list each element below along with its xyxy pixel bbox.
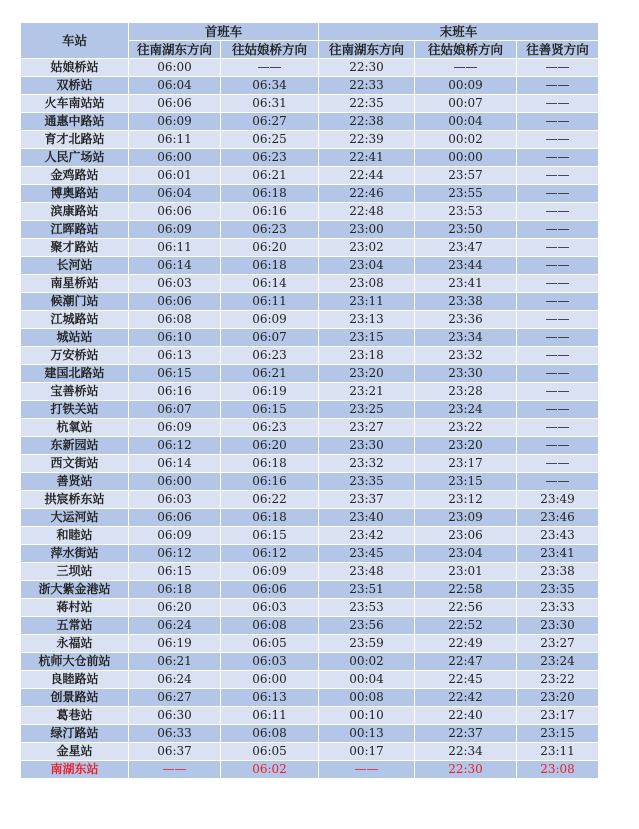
last-train-shanxian-time: —— <box>517 113 599 131</box>
first-train-nanhu-time: 06:10 <box>129 329 221 347</box>
table-row <box>21 455 599 473</box>
last-train-shanxian-time: —— <box>517 419 599 437</box>
first-train-nanhu-time: 06:00 <box>129 473 221 491</box>
last-train-shanxian-time: —— <box>517 329 599 347</box>
last-train-nanhu-time: 23:48 <box>319 563 415 581</box>
last-train-guniang-time: 23:12 <box>415 491 517 509</box>
last-train-nanhu-time: 23:32 <box>319 455 415 473</box>
first-train-nanhu-time: 06:30 <box>129 707 221 725</box>
last-train-shanxian-time: —— <box>517 347 599 365</box>
first-train-nanhu-time: 06:06 <box>129 293 221 311</box>
last-train-shanxian-time: 23:08 <box>517 761 599 779</box>
timetable <box>20 22 599 779</box>
first-train-guniang-time: 06:23 <box>221 149 319 167</box>
first-train-guniang-time: 06:15 <box>221 527 319 545</box>
first-train-guniang-time: 06:13 <box>221 689 319 707</box>
last-train-guniang-time: 22:37 <box>415 725 517 743</box>
last-train-nanhu-time: 23:53 <box>319 599 415 617</box>
last-train-nanhu-time: 23:42 <box>319 527 415 545</box>
first-train-nanhu-time: 06:21 <box>129 653 221 671</box>
last-train-nanhu-time: 00:17 <box>319 743 415 761</box>
last-train-shanxian-time: 23:24 <box>517 653 599 671</box>
first-train-nanhu-time: 06:15 <box>129 563 221 581</box>
last-train-guniang-time: 23:01 <box>415 563 517 581</box>
station-name: 南星桥站 <box>21 275 129 293</box>
first-train-guniang-time: 06:12 <box>221 545 319 563</box>
first-train-guniang-time: 06:25 <box>221 131 319 149</box>
table-row <box>21 671 599 689</box>
station-name: 姑娘桥站 <box>21 59 129 77</box>
first-train-nanhu-time: 06:00 <box>129 149 221 167</box>
station-name: 绿汀路站 <box>21 725 129 743</box>
last-train-header: 末班车 <box>319 23 599 41</box>
last-train-guniang-time: 22:58 <box>415 581 517 599</box>
last-train-nanhu-time: 22:33 <box>319 77 415 95</box>
last-train-guniang-time: 23:30 <box>415 365 517 383</box>
last-dir-guniang-header: 往姑娘桥方向 <box>415 41 517 59</box>
last-train-nanhu-time: 23:37 <box>319 491 415 509</box>
table-row <box>21 509 599 527</box>
last-train-shanxian-time: —— <box>517 95 599 113</box>
first-train-nanhu-time: 06:08 <box>129 311 221 329</box>
last-train-nanhu-time: 00:10 <box>319 707 415 725</box>
last-train-guniang-time: 00:09 <box>415 77 517 95</box>
first-train-nanhu-time: 06:03 <box>129 491 221 509</box>
last-train-nanhu-time: 22:30 <box>319 59 415 77</box>
last-train-nanhu-time: 22:44 <box>319 167 415 185</box>
first-train-nanhu-time: 06:11 <box>129 131 221 149</box>
first-train-nanhu-time: 06:37 <box>129 743 221 761</box>
station-name: 大运河站 <box>21 509 129 527</box>
first-train-guniang-time: 06:21 <box>221 365 319 383</box>
station-column-header: 车站 <box>21 23 129 59</box>
station-name: 长河站 <box>21 257 129 275</box>
first-train-nanhu-time: 06:33 <box>129 725 221 743</box>
last-train-nanhu-time: 23:56 <box>319 617 415 635</box>
last-train-guniang-time: 23:28 <box>415 383 517 401</box>
station-name: 江晖路站 <box>21 221 129 239</box>
last-train-guniang-time: 23:22 <box>415 419 517 437</box>
last-dir-nanhu-header: 往南湖东方向 <box>319 41 415 59</box>
last-train-guniang-time: 23:41 <box>415 275 517 293</box>
timetable-container <box>20 22 599 779</box>
last-train-nanhu-time: 00:13 <box>319 725 415 743</box>
table-row <box>21 617 599 635</box>
station-name: 永福站 <box>21 635 129 653</box>
last-train-guniang-time: 23:53 <box>415 203 517 221</box>
table-row <box>21 365 599 383</box>
station-name: 宝善桥站 <box>21 383 129 401</box>
station-name: 聚才路站 <box>21 239 129 257</box>
last-train-shanxian-time: —— <box>517 401 599 419</box>
table-row <box>21 203 599 221</box>
first-train-guniang-time: 06:15 <box>221 401 319 419</box>
last-train-guniang-time: 22:42 <box>415 689 517 707</box>
table-row <box>21 437 599 455</box>
first-train-guniang-time: 06:02 <box>221 761 319 779</box>
first-train-nanhu-time: 06:01 <box>129 167 221 185</box>
first-train-guniang-time: 06:09 <box>221 311 319 329</box>
station-name: 打铁关站 <box>21 401 129 419</box>
last-train-shanxian-time: —— <box>517 239 599 257</box>
first-train-guniang-time: 06:18 <box>221 185 319 203</box>
first-train-guniang-time: 06:03 <box>221 599 319 617</box>
last-train-guniang-time: 23:04 <box>415 545 517 563</box>
last-train-guniang-time: 00:04 <box>415 113 517 131</box>
last-train-nanhu-time: 22:39 <box>319 131 415 149</box>
last-dir-shanxian-header: 往善贤方向 <box>517 41 599 59</box>
timetable-body <box>21 59 599 779</box>
first-train-nanhu-time: 06:12 <box>129 437 221 455</box>
first-train-guniang-time: 06:11 <box>221 707 319 725</box>
first-train-nanhu-time: 06:19 <box>129 635 221 653</box>
first-train-guniang-time: 06:19 <box>221 383 319 401</box>
last-train-shanxian-time: 23:27 <box>517 635 599 653</box>
first-train-nanhu-time: 06:04 <box>129 185 221 203</box>
first-dir-guniang-header: 往姑娘桥方向 <box>221 41 319 59</box>
first-train-guniang-time: 06:16 <box>221 203 319 221</box>
table-row <box>21 167 599 185</box>
first-train-nanhu-time: 06:14 <box>129 257 221 275</box>
first-train-nanhu-time: 06:09 <box>129 113 221 131</box>
station-name: 金鸡路站 <box>21 167 129 185</box>
last-train-shanxian-time: 23:38 <box>517 563 599 581</box>
first-train-guniang-time: 06:08 <box>221 617 319 635</box>
station-name: 和睦站 <box>21 527 129 545</box>
last-train-guniang-time: 22:45 <box>415 671 517 689</box>
first-train-guniang-time: 06:09 <box>221 563 319 581</box>
table-row <box>21 689 599 707</box>
last-train-nanhu-time: 23:27 <box>319 419 415 437</box>
station-name: 蒋村站 <box>21 599 129 617</box>
table-row <box>21 401 599 419</box>
last-train-guniang-time: 23:44 <box>415 257 517 275</box>
last-train-guniang-time: 23:47 <box>415 239 517 257</box>
last-train-nanhu-time: 23:18 <box>319 347 415 365</box>
table-row <box>21 221 599 239</box>
station-name: 葛巷站 <box>21 707 129 725</box>
last-train-shanxian-time: 23:15 <box>517 725 599 743</box>
table-row <box>21 347 599 365</box>
table-row <box>21 563 599 581</box>
last-train-shanxian-time: 23:11 <box>517 743 599 761</box>
last-train-nanhu-time: 22:38 <box>319 113 415 131</box>
station-name: 金星站 <box>21 743 129 761</box>
first-train-nanhu-time: 06:00 <box>129 59 221 77</box>
first-train-guniang-time: 06:16 <box>221 473 319 491</box>
last-train-nanhu-time: 23:51 <box>319 581 415 599</box>
first-train-guniang-time: 06:22 <box>221 491 319 509</box>
last-train-nanhu-time: 23:02 <box>319 239 415 257</box>
table-row <box>21 761 599 779</box>
table-row <box>21 311 599 329</box>
table-row <box>21 257 599 275</box>
last-train-guniang-time: 23:57 <box>415 167 517 185</box>
first-train-nanhu-time: 06:24 <box>129 671 221 689</box>
last-train-guniang-time: 23:15 <box>415 473 517 491</box>
station-name: 拱宸桥东站 <box>21 491 129 509</box>
last-train-shanxian-time: —— <box>517 257 599 275</box>
table-row <box>21 77 599 95</box>
last-train-guniang-time: —— <box>415 59 517 77</box>
last-train-shanxian-time: —— <box>517 311 599 329</box>
last-train-guniang-time: 22:30 <box>415 761 517 779</box>
last-train-nanhu-time: 23:11 <box>319 293 415 311</box>
last-train-nanhu-time: 23:15 <box>319 329 415 347</box>
first-train-guniang-time: 06:23 <box>221 419 319 437</box>
first-train-nanhu-time: 06:09 <box>129 527 221 545</box>
table-row <box>21 185 599 203</box>
station-name: 良睦路站 <box>21 671 129 689</box>
station-name: 杭师大仓前站 <box>21 653 129 671</box>
first-train-nanhu-time: —— <box>129 761 221 779</box>
station-name: 杭氧站 <box>21 419 129 437</box>
last-train-guniang-time: 22:40 <box>415 707 517 725</box>
last-train-nanhu-time: 23:30 <box>319 437 415 455</box>
last-train-shanxian-time: —— <box>517 203 599 221</box>
last-train-shanxian-time: 23:43 <box>517 527 599 545</box>
first-dir-nanhu-header: 往南湖东方向 <box>129 41 221 59</box>
station-name: 万安桥站 <box>21 347 129 365</box>
last-train-guniang-time: 23:32 <box>415 347 517 365</box>
last-train-shanxian-time: —— <box>517 77 599 95</box>
table-row <box>21 653 599 671</box>
last-train-guniang-time: 23:36 <box>415 311 517 329</box>
last-train-nanhu-time: 23:13 <box>319 311 415 329</box>
last-train-guniang-time: 23:20 <box>415 437 517 455</box>
last-train-shanxian-time: —— <box>517 275 599 293</box>
first-train-nanhu-time: 06:24 <box>129 617 221 635</box>
first-train-nanhu-time: 06:06 <box>129 509 221 527</box>
table-row <box>21 131 599 149</box>
first-train-guniang-time: 06:34 <box>221 77 319 95</box>
last-train-guniang-time: 23:06 <box>415 527 517 545</box>
first-train-nanhu-time: 06:18 <box>129 581 221 599</box>
last-train-guniang-time: 23:09 <box>415 509 517 527</box>
station-name: 东新园站 <box>21 437 129 455</box>
first-train-guniang-time: 06:20 <box>221 437 319 455</box>
station-name: 西文街站 <box>21 455 129 473</box>
first-train-guniang-time: 06:20 <box>221 239 319 257</box>
first-train-guniang-time: 06:06 <box>221 581 319 599</box>
last-train-shanxian-time: —— <box>517 185 599 203</box>
last-train-nanhu-time: 23:59 <box>319 635 415 653</box>
last-train-nanhu-time: 22:41 <box>319 149 415 167</box>
last-train-shanxian-time: —— <box>517 131 599 149</box>
table-row <box>21 491 599 509</box>
last-train-nanhu-time: 23:20 <box>319 365 415 383</box>
first-train-nanhu-time: 06:14 <box>129 455 221 473</box>
last-train-guniang-time: 00:02 <box>415 131 517 149</box>
station-name: 育才北路站 <box>21 131 129 149</box>
first-train-nanhu-time: 06:27 <box>129 689 221 707</box>
station-name: 浙大紫金港站 <box>21 581 129 599</box>
last-train-shanxian-time: 23:46 <box>517 509 599 527</box>
last-train-shanxian-time: —— <box>517 221 599 239</box>
first-train-guniang-time: 06:07 <box>221 329 319 347</box>
last-train-nanhu-time: 23:08 <box>319 275 415 293</box>
table-row <box>21 545 599 563</box>
first-train-guniang-time: 06:18 <box>221 257 319 275</box>
last-train-shanxian-time: —— <box>517 149 599 167</box>
first-train-nanhu-time: 06:20 <box>129 599 221 617</box>
last-train-nanhu-time: 22:46 <box>319 185 415 203</box>
table-row <box>21 743 599 761</box>
last-train-shanxian-time: —— <box>517 293 599 311</box>
first-train-guniang-time: —— <box>221 59 319 77</box>
station-name: 博奥路站 <box>21 185 129 203</box>
station-name: 城站站 <box>21 329 129 347</box>
table-row <box>21 275 599 293</box>
first-train-nanhu-time: 06:06 <box>129 203 221 221</box>
last-train-guniang-time: 00:00 <box>415 149 517 167</box>
first-train-nanhu-time: 06:07 <box>129 401 221 419</box>
last-train-shanxian-time: 23:30 <box>517 617 599 635</box>
last-train-nanhu-time: 00:02 <box>319 653 415 671</box>
station-name: 江城路站 <box>21 311 129 329</box>
table-row <box>21 419 599 437</box>
last-train-nanhu-time: —— <box>319 761 415 779</box>
station-name: 通惠中路站 <box>21 113 129 131</box>
table-row <box>21 527 599 545</box>
last-train-shanxian-time: —— <box>517 437 599 455</box>
station-name: 南湖东站 <box>21 761 129 779</box>
first-train-nanhu-time: 06:09 <box>129 221 221 239</box>
first-train-guniang-time: 06:00 <box>221 671 319 689</box>
first-train-nanhu-time: 06:12 <box>129 545 221 563</box>
last-train-guniang-time: 22:47 <box>415 653 517 671</box>
station-name: 火车南站站 <box>21 95 129 113</box>
last-train-guniang-time: 23:17 <box>415 455 517 473</box>
last-train-shanxian-time: —— <box>517 383 599 401</box>
last-train-nanhu-time: 23:21 <box>319 383 415 401</box>
last-train-guniang-time: 23:34 <box>415 329 517 347</box>
last-train-shanxian-time: 23:17 <box>517 707 599 725</box>
first-train-guniang-time: 06:21 <box>221 167 319 185</box>
first-train-guniang-time: 06:14 <box>221 275 319 293</box>
first-train-nanhu-time: 06:04 <box>129 77 221 95</box>
station-name: 萍水街站 <box>21 545 129 563</box>
timetable-header <box>21 23 599 59</box>
first-train-nanhu-time: 06:06 <box>129 95 221 113</box>
first-train-guniang-time: 06:08 <box>221 725 319 743</box>
last-train-guniang-time: 22:49 <box>415 635 517 653</box>
table-row <box>21 473 599 491</box>
station-name: 建国北路站 <box>21 365 129 383</box>
first-train-nanhu-time: 06:13 <box>129 347 221 365</box>
table-row <box>21 599 599 617</box>
table-row <box>21 239 599 257</box>
last-train-shanxian-time: 23:20 <box>517 689 599 707</box>
table-row <box>21 707 599 725</box>
first-train-nanhu-time: 06:15 <box>129 365 221 383</box>
table-row <box>21 113 599 131</box>
last-train-guniang-time: 23:38 <box>415 293 517 311</box>
station-name: 候潮门站 <box>21 293 129 311</box>
last-train-nanhu-time: 23:45 <box>319 545 415 563</box>
first-train-guniang-time: 06:27 <box>221 113 319 131</box>
table-row <box>21 383 599 401</box>
table-row <box>21 725 599 743</box>
last-train-shanxian-time: 23:35 <box>517 581 599 599</box>
first-train-guniang-time: 06:05 <box>221 743 319 761</box>
first-train-guniang-time: 06:31 <box>221 95 319 113</box>
table-row <box>21 329 599 347</box>
first-train-guniang-time: 06:18 <box>221 509 319 527</box>
first-train-guniang-time: 06:03 <box>221 653 319 671</box>
last-train-guniang-time: 22:56 <box>415 599 517 617</box>
first-train-nanhu-time: 06:03 <box>129 275 221 293</box>
first-train-nanhu-time: 06:11 <box>129 239 221 257</box>
station-name: 人民广场站 <box>21 149 129 167</box>
last-train-nanhu-time: 00:08 <box>319 689 415 707</box>
first-train-guniang-time: 06:05 <box>221 635 319 653</box>
table-row <box>21 149 599 167</box>
first-train-guniang-time: 06:18 <box>221 455 319 473</box>
last-train-nanhu-time: 23:35 <box>319 473 415 491</box>
last-train-shanxian-time: —— <box>517 167 599 185</box>
header-row-top <box>21 23 599 41</box>
table-row <box>21 293 599 311</box>
last-train-guniang-time: 00:07 <box>415 95 517 113</box>
last-train-shanxian-time: —— <box>517 59 599 77</box>
station-name: 双桥站 <box>21 77 129 95</box>
last-train-nanhu-time: 23:00 <box>319 221 415 239</box>
first-train-guniang-time: 06:23 <box>221 221 319 239</box>
station-name: 三坝站 <box>21 563 129 581</box>
last-train-shanxian-time: 23:41 <box>517 545 599 563</box>
last-train-shanxian-time: 23:33 <box>517 599 599 617</box>
first-train-guniang-time: 06:23 <box>221 347 319 365</box>
last-train-nanhu-time: 23:25 <box>319 401 415 419</box>
last-train-guniang-time: 23:55 <box>415 185 517 203</box>
last-train-nanhu-time: 23:04 <box>319 257 415 275</box>
table-row <box>21 635 599 653</box>
station-name: 创景路站 <box>21 689 129 707</box>
last-train-shanxian-time: —— <box>517 473 599 491</box>
last-train-shanxian-time: 23:49 <box>517 491 599 509</box>
last-train-nanhu-time: 22:35 <box>319 95 415 113</box>
table-row <box>21 95 599 113</box>
table-row <box>21 581 599 599</box>
last-train-guniang-time: 23:50 <box>415 221 517 239</box>
last-train-shanxian-time: 23:22 <box>517 671 599 689</box>
first-train-nanhu-time: 06:16 <box>129 383 221 401</box>
last-train-nanhu-time: 00:04 <box>319 671 415 689</box>
last-train-shanxian-time: —— <box>517 455 599 473</box>
last-train-nanhu-time: 22:48 <box>319 203 415 221</box>
last-train-guniang-time: 23:24 <box>415 401 517 419</box>
station-name: 善贤站 <box>21 473 129 491</box>
last-train-nanhu-time: 23:40 <box>319 509 415 527</box>
last-train-guniang-time: 22:52 <box>415 617 517 635</box>
last-train-shanxian-time: —— <box>517 365 599 383</box>
station-name: 五常站 <box>21 617 129 635</box>
station-name: 滨康路站 <box>21 203 129 221</box>
first-train-guniang-time: 06:11 <box>221 293 319 311</box>
table-row <box>21 59 599 77</box>
last-train-guniang-time: 22:34 <box>415 743 517 761</box>
first-train-nanhu-time: 06:09 <box>129 419 221 437</box>
first-train-header: 首班车 <box>129 23 319 41</box>
